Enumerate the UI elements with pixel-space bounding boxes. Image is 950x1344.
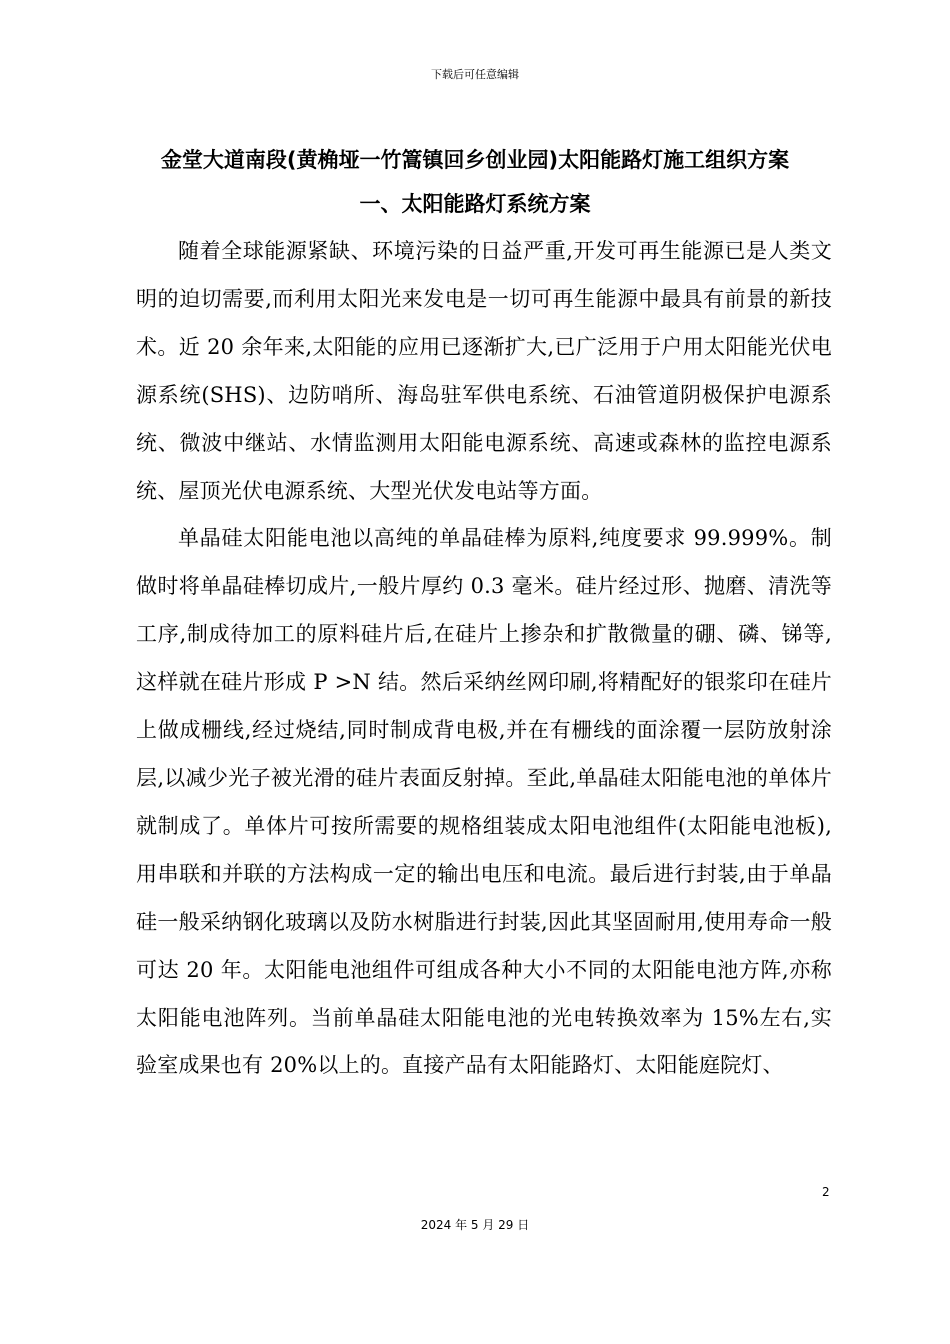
page-number: 2	[822, 1185, 830, 1199]
document-title: 金堂大道南段(黄桷垭一竹篙镇回乡创业园)太阳能路灯施工组织方案	[160, 148, 790, 172]
body-text	[136, 228, 832, 1090]
section-heading: 一、太阳能路灯系统方案	[359, 192, 591, 216]
header-note: 下载后可任意编辑	[431, 68, 519, 81]
paragraph-monocrystalline: 单晶硅太阳能电池以高纯的单晶硅棒为原料,纯度要求 99.999%。制做时将单晶硅棒切成片,一般片厚约 0.3 毫米。硅片经过形、抛磨、清洗等工序,制成待加工的原料硅片后,在硅片上掺杂和扩散微量的硼、磷、锑等,这样就在硅片形成 P >N 结。然后采纳丝网印刷,将精配好的银浆印在硅片上做成栅线,经过烧结,同时制成背电极,并在有栅线的面涂覆一层防放射涂层,以减少光子被光滑的硅片表面反射掉。至此,单晶硅太阳能电池的单体片就制成了。单体片可按所需要的规格组装成太阳电池组件(太阳能电池板),用串联和并联的方法构成一定的输出电压和电流。最后进行封装,由于单晶硅一般采纳钢化玻璃以及防水树脂进行封装,因此其坚固耐用,使用寿命一般可达 20 年。太阳能电池组件可组成各种大小不同的太阳能电池方阵,亦称太阳能电池阵列。当前单晶硅太阳能电池的光电转换效率为 15%左右,实验室成果也有 20%以上的。直接产品有太阳能路灯、太阳能庭院灯、	[136, 526, 832, 1078]
footer-date: 2024 年 5 月 29 日	[420, 1218, 530, 1232]
paragraph-intro: 随着全球能源紧缺、环境污染的日益严重,开发可再生能源已是人类文明的迫切需要,而利用太阳光来发电是一切可再生能源中最具有前景的新技术。近 20 余年来,太阳能的应用已逐渐扩大,已广泛用于户用太阳能光伏电源系统(SHS)、边防哨所、海岛驻军供电系统、石油管道阴极保护电源系统、微波中继站、水情监测用太阳能电源系统、高速或森林的监控电源系统、屋顶光伏电源系统、大型光伏发电站等方面。	[136, 239, 832, 503]
